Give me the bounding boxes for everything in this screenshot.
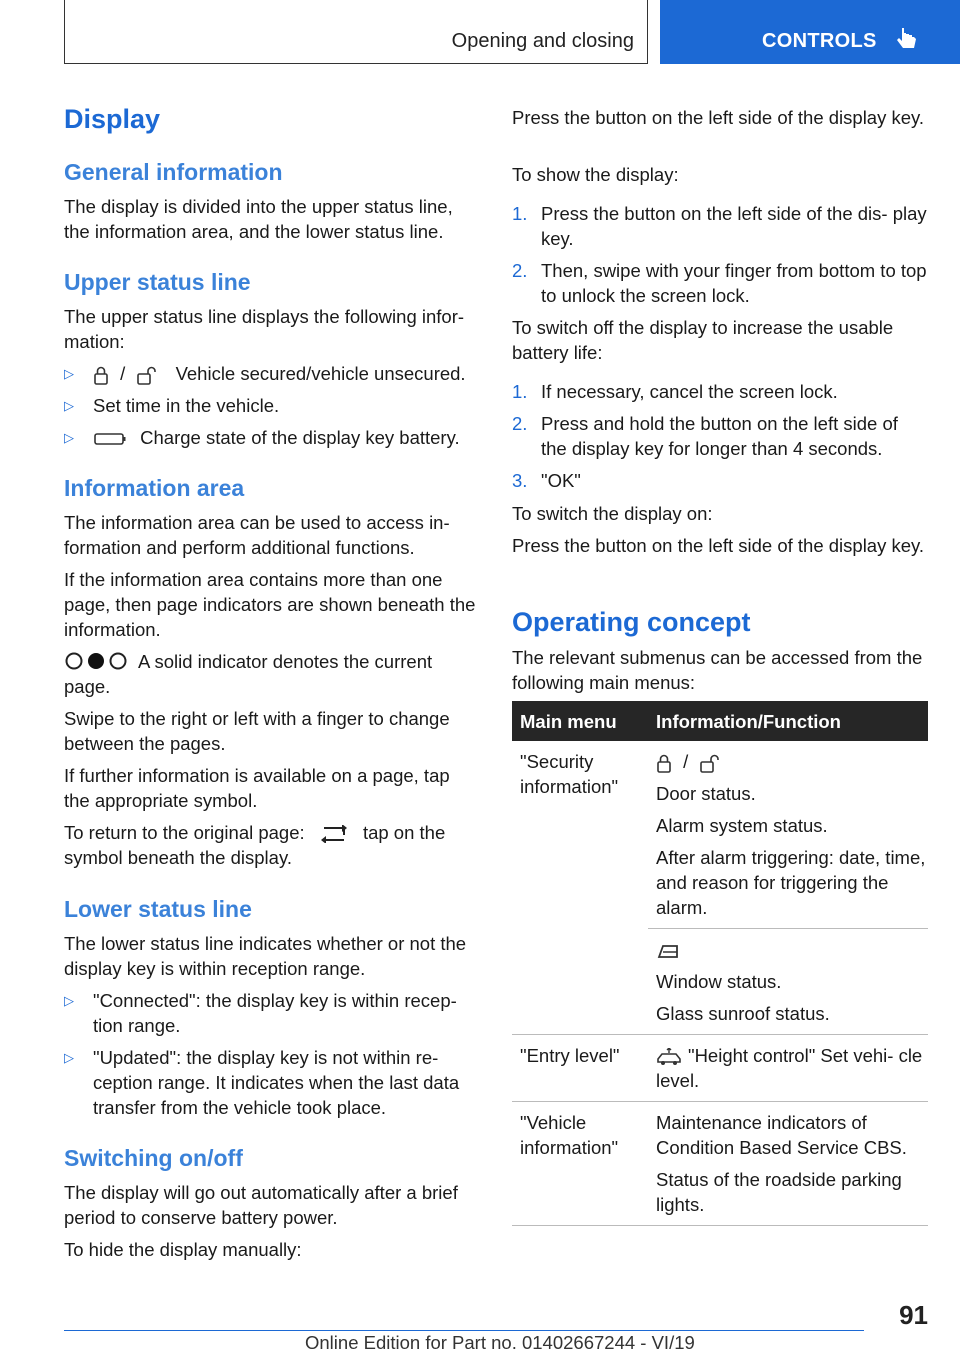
table-cell	[648, 929, 928, 1035]
chapter-title: CONTROLS	[762, 30, 877, 52]
bullet-triangle-icon: ▷	[64, 993, 74, 1008]
heading-upper: Upper status line	[64, 269, 251, 295]
switching-text: To hide the display manually:	[64, 1239, 302, 1260]
slash-separator: /	[683, 751, 689, 772]
bullet-text: "Updated": the display key is not within re- ception range. It indicates when the last data transfer from the vehicle took place.	[93, 1047, 460, 1118]
cell-text: "Height control" Set vehi- cle level.	[656, 1045, 923, 1091]
info-text: A solid indicator denotes the current page.	[64, 651, 433, 697]
cell-text: Window status.	[656, 971, 782, 992]
page-indicator-icon	[64, 651, 130, 671]
lock-closed-icon	[93, 365, 109, 385]
upper-intro: The upper status line displays the following infor- mation:	[64, 306, 465, 352]
back-arrow-icon	[316, 825, 352, 843]
right-text: Press the button on the left side of the display key.	[512, 107, 925, 128]
table-row	[512, 1102, 928, 1226]
table-cell: "Entry level"	[512, 1035, 648, 1102]
step-text: If necessary, cancel the screen lock.	[541, 381, 838, 402]
cell-text: Alarm system status.	[656, 815, 828, 836]
section-title: Opening and closing	[451, 30, 634, 52]
window-icon	[656, 941, 680, 961]
heading-general: General information	[64, 159, 283, 185]
bullet-text: Charge state of the display key battery.	[140, 427, 460, 448]
table-header-row	[512, 701, 928, 741]
show-label: To show the display:	[512, 164, 679, 185]
off-label: To switch off the display to increase the usable battery life:	[512, 317, 894, 363]
cell-text: Status of the roadside parking lights.	[656, 1169, 902, 1215]
switching-text: The display will go out automatically after a brief period to conserve battery power.	[64, 1182, 458, 1228]
bullet-text: "Connected": the display key is within recep- tion range.	[93, 990, 457, 1036]
footer-rule	[64, 1330, 864, 1331]
cell-text: Door status.	[656, 783, 756, 804]
heading-switching: Switching on/off	[64, 1145, 243, 1171]
table-cell: "Vehicle information"	[512, 1102, 648, 1226]
step-text: "OK"	[541, 470, 581, 491]
step-number: 1.	[512, 203, 528, 224]
table-cell	[648, 1102, 928, 1226]
lock-open-icon	[136, 365, 162, 385]
table-cell: "Security information"	[512, 741, 648, 1035]
column-header: Main menu	[512, 701, 648, 741]
info-text: If the information area contains more than one page, then page indicators are shown beneath the information.	[64, 569, 476, 640]
step-text: Press the button on the left side of the dis- play key.	[541, 203, 927, 249]
page-title: Display	[64, 104, 161, 134]
return-text: To return to the original page:	[64, 822, 305, 843]
bullet-text: Vehicle secured/vehicle unsecured.	[175, 363, 466, 384]
table-cell	[648, 1035, 928, 1102]
concept-text: The relevant submenus can be accessed from the following main menus:	[512, 647, 923, 693]
main-menu-table	[512, 701, 928, 1226]
bullet-triangle-icon: ▷	[64, 398, 74, 413]
column-header: Information/Function	[648, 701, 928, 741]
table-row	[512, 1035, 928, 1102]
battery-icon	[93, 431, 127, 447]
info-text	[64, 820, 478, 870]
bullet-triangle-icon: ▷	[64, 430, 74, 445]
return-text-tail: tap on the symbol beneath the display.	[64, 822, 446, 868]
on-label: To switch the display on:	[512, 503, 713, 524]
lower-intro: The lower status line indicates whether or not the display key is within reception range.	[64, 933, 467, 979]
heading-info-area: Information area	[64, 475, 245, 501]
cell-text: Glass sunroof status.	[656, 1003, 830, 1024]
on-text: Press the button on the left side of the display key.	[512, 535, 925, 556]
step-number: 3.	[512, 470, 528, 491]
step-text: Then, swipe with your finger from bottom to top to unlock the screen lock.	[541, 260, 927, 306]
bullet-text: Set time in the vehicle.	[93, 395, 280, 416]
cell-text: After alarm triggering: date, time, and reason for triggering the alarm.	[656, 847, 926, 918]
info-text: If further information is available on a page, tap the appropriate symbol.	[64, 765, 450, 811]
table-cell	[648, 741, 928, 929]
pointing-hand-icon	[896, 26, 918, 54]
page-number: 91	[899, 1300, 928, 1330]
lock-open-icon	[699, 753, 725, 773]
table-row	[512, 741, 928, 929]
step-text: Press and hold the button on the left side of the display key for longer than 4 seconds.	[541, 413, 898, 459]
step-number: 1.	[512, 381, 528, 402]
step-number: 2.	[512, 413, 528, 434]
step-number: 2.	[512, 260, 528, 281]
footer-edition: Online Edition for Part no. 01402667244 - VI/19	[305, 1332, 695, 1353]
general-text: The display is divided into the upper status line, the information area, and the lower status line.	[64, 196, 453, 242]
info-text: Swipe to the right or left with a finger to change between the pages.	[64, 708, 450, 754]
lock-closed-icon	[656, 753, 672, 773]
bullet-triangle-icon: ▷	[64, 366, 74, 381]
height-control-icon	[656, 1048, 682, 1066]
info-text: The information area can be used to access in- formation and perform additional functions.	[64, 512, 450, 558]
chapter-tab	[660, 0, 960, 64]
heading-operating-concept: Operating concept	[512, 607, 751, 637]
slash-separator: /	[120, 363, 126, 384]
heading-lower: Lower status line	[64, 896, 252, 922]
cell-text: Maintenance indicators of Condition Based Service CBS.	[656, 1112, 907, 1158]
bullet-triangle-icon: ▷	[64, 1050, 74, 1065]
